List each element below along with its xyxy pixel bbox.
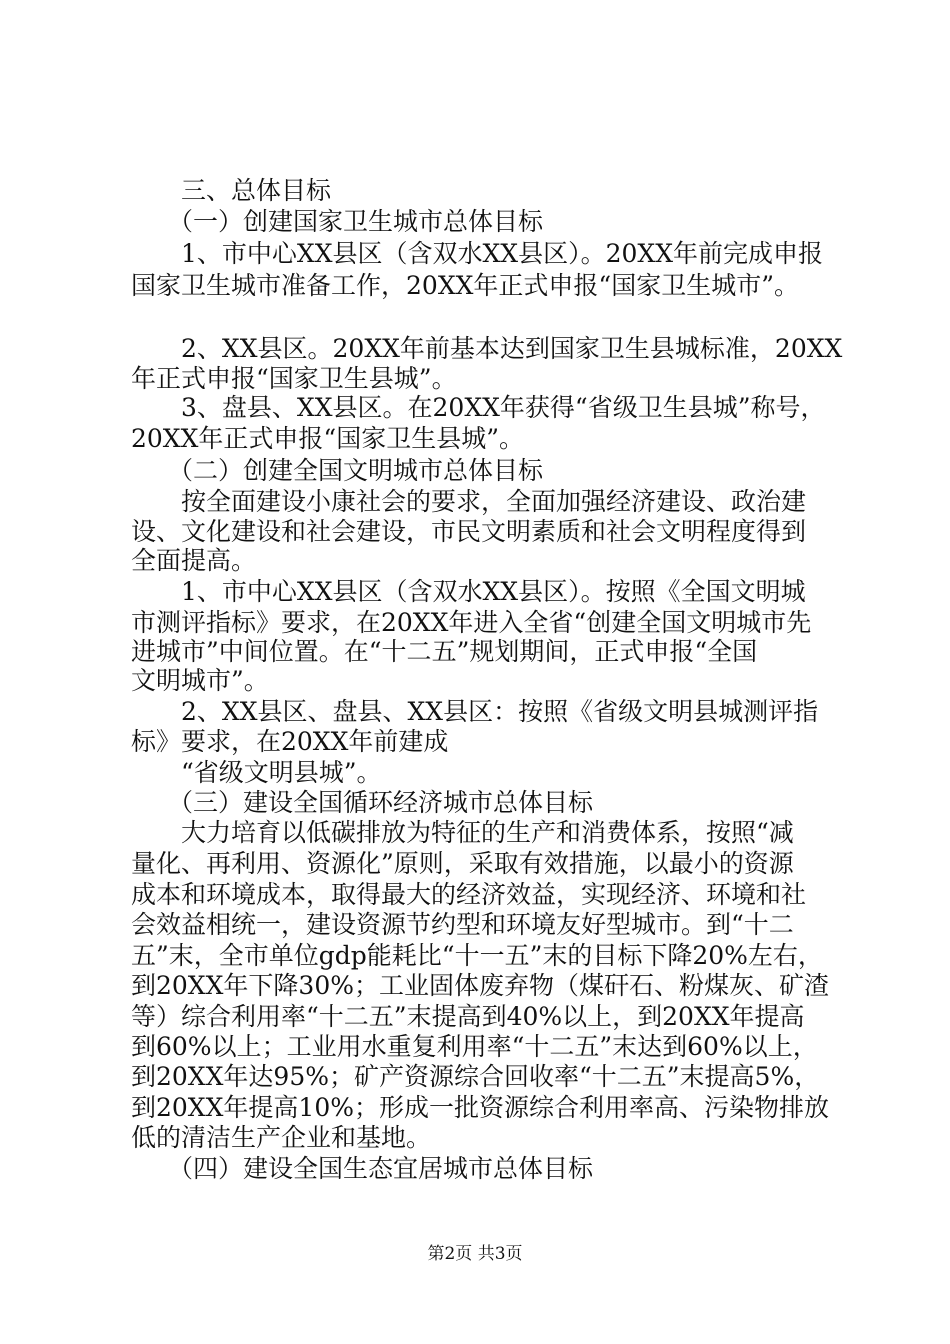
paragraph-line: 3、盘县、XX县区。在20XX年获得“省级卫生县城”称号，: [181, 393, 826, 422]
subsection-heading: （三）建设全国循环经济城市总体目标: [168, 788, 594, 817]
paragraph-line: 1、市中心XX县区（含双水XX县区）。按照《全国文明城: [181, 577, 806, 606]
paragraph-line: 文明城市”。: [131, 666, 269, 695]
subsection-heading: （二）创建全国文明城市总体目标: [168, 456, 544, 485]
paragraph-line: 20XX年正式申报“国家卫生县城”。: [131, 424, 524, 453]
paragraph-line: 到20XX年达95%；矿产资源综合回收率“十二五”末提高5%，: [131, 1062, 820, 1091]
paragraph-line: 1、市中心XX县区（含双水XX县区）。20XX年前完成申报: [181, 239, 824, 268]
paragraph-line: 全面提高。: [131, 546, 257, 575]
paragraph-line: 市测评指标》要求，在20XX年进入全省“创建全国文明城市先: [131, 608, 812, 637]
paragraph-line: 按全面建设小康社会的要求，全面加强经济建设、政治建: [181, 487, 807, 516]
paragraph-line: “省级文明县城”。: [181, 758, 382, 787]
paragraph-line: 到20XX年下降30%；工业固体废弃物（煤矸石、粉煤灰、矿渣: [131, 971, 829, 1000]
paragraph-line: 量化、再利用、资源化”原则，采取有效措施，以最小的资源: [131, 849, 794, 878]
page-number-footer: 第2页 共3页: [427, 1244, 523, 1264]
paragraph-line: 会效益相统一，建设资源节约型和环境友好型城市。到“十二: [131, 910, 794, 939]
paragraph-line: 大力培育以低碳排放为特征的生产和消费体系，按照“减: [181, 818, 794, 847]
paragraph-line: 到60%以上；工业用水重复利用率“十二五”末达到60%以上，: [131, 1032, 818, 1061]
subsection-heading: （一）创建国家卫生城市总体目标: [168, 207, 544, 236]
subsection-heading: （四）建设全国生态宜居城市总体目标: [168, 1154, 594, 1183]
paragraph-line: 成本和环境成本，取得最大的经济效益，实现经济、环境和社: [131, 880, 807, 909]
paragraph-line: 标》要求，在20XX年前建成: [131, 727, 449, 756]
paragraph-line: 2、XX县区。20XX年前基本达到国家卫生县城标准，20XX: [181, 334, 843, 363]
paragraph-line: 低的清洁生产企业和基地。: [131, 1123, 432, 1152]
section-heading: 三、总体目标: [181, 176, 332, 205]
paragraph-line: 年正式申报“国家卫生县城”。: [131, 364, 457, 393]
paragraph-line: 进城市”中间位置。在“十二五”规划期间，正式申报“全国: [131, 637, 758, 666]
paragraph-line: 设、文化建设和社会建设，市民文明素质和社会文明程度得到: [131, 517, 807, 546]
paragraph-line: 2、XX县区、盘县、XX县区：按照《省级文明县城测评指: [181, 697, 819, 726]
paragraph-line: 等）综合利用率“十二五”末提高到40%以上，到20XX年提高: [131, 1002, 805, 1031]
paragraph-line: 国家卫生城市准备工作，20XX年正式申报“国家卫生城市”。: [131, 271, 799, 300]
paragraph-line: 五”末，全市单位gdp能耗比“十一五”末的目标下降20%左右，: [131, 941, 823, 970]
paragraph-line: 到20XX年提高10%；形成一批资源综合利用率高、污染物排放: [131, 1093, 829, 1122]
